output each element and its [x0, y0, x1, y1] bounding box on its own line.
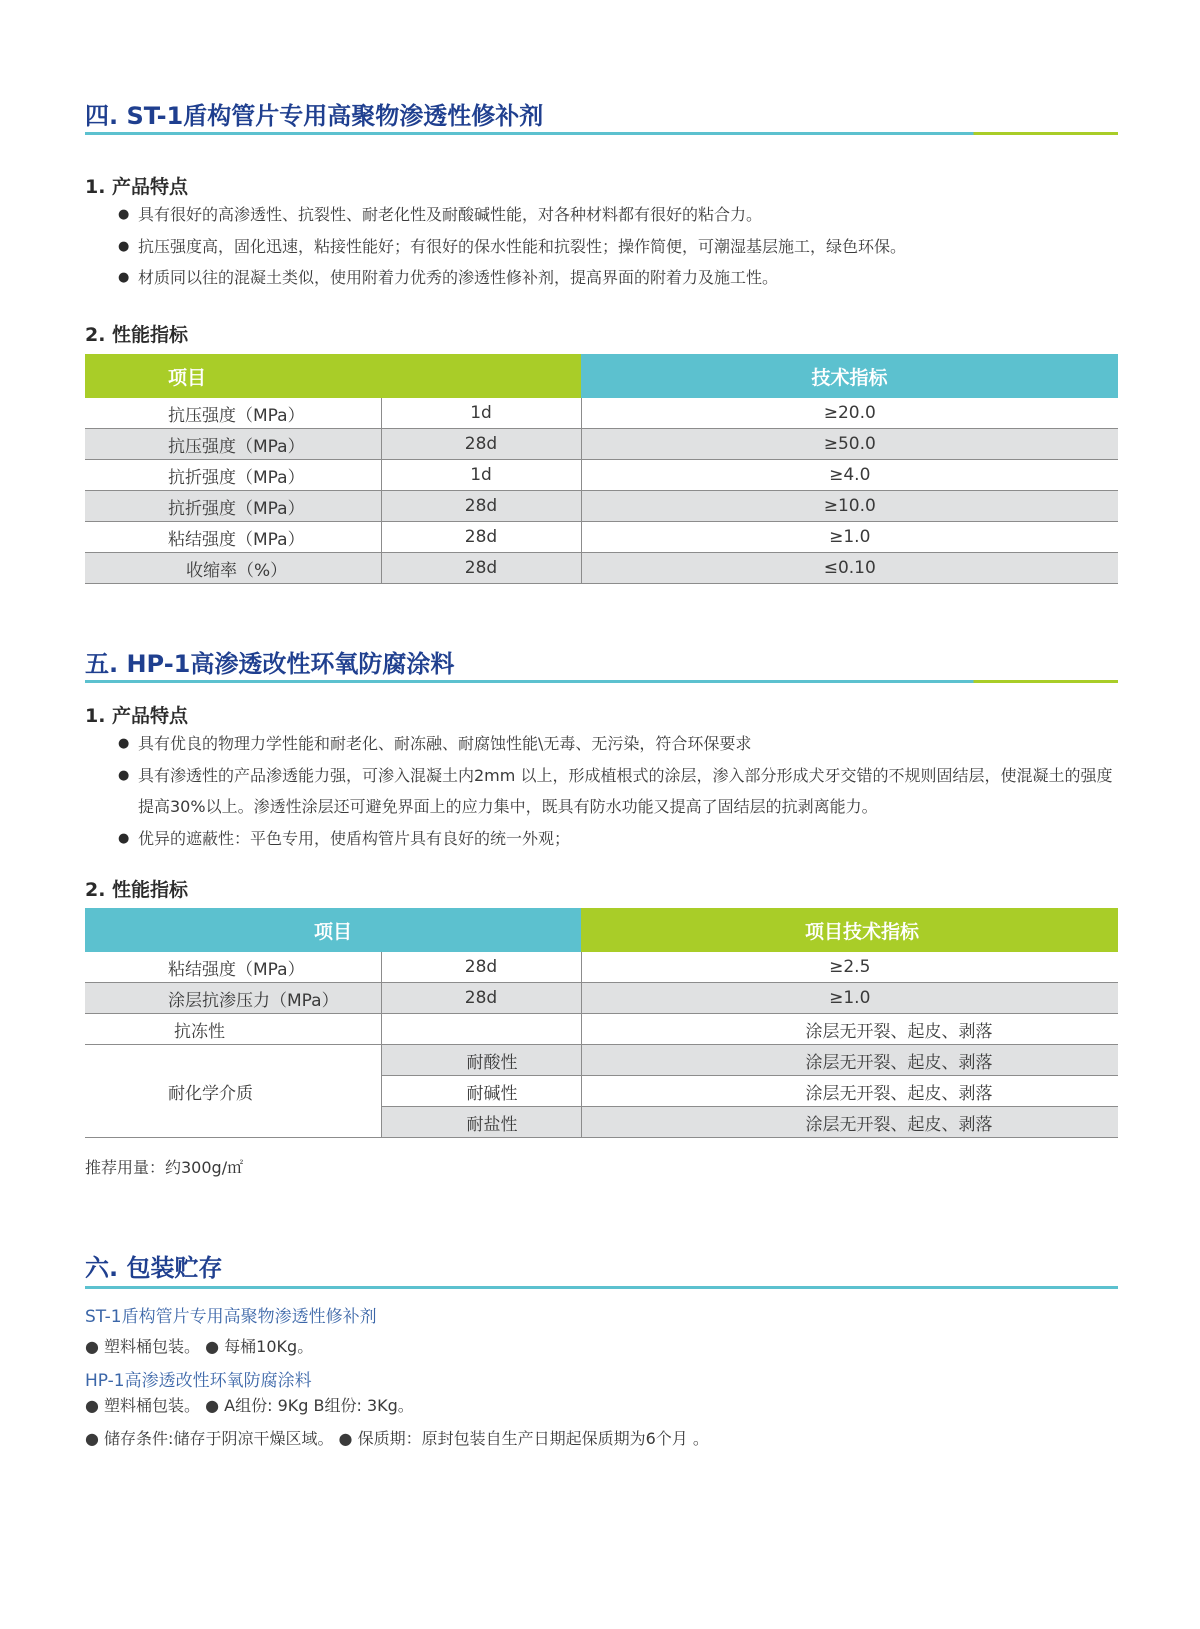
table-row: [85, 460, 1118, 491]
s5-spec-title: 2. 性能指标: [85, 879, 189, 901]
s5-feature-item: ● 优异的遮蔽性：平色专用，使盾构管片具有良好的统一外观；: [118, 823, 1118, 855]
row-name: 抗压强度（MPa）: [85, 398, 381, 429]
table-row: [85, 429, 1118, 460]
section-5-divider: [85, 680, 1118, 683]
row-age: 1d: [381, 398, 581, 429]
table-row: [85, 398, 1118, 429]
row-value: ≤0.10: [581, 553, 1118, 584]
s4-feature-item: ● 材质同以往的混凝土类似，使用附着力优秀的渗透性修补剂，提高界面的附着力及施工性。: [118, 262, 906, 294]
row-name: 抗压强度（MPa）: [85, 429, 381, 460]
s4-spec-table: [85, 354, 1118, 584]
s6-storage: ● 储存条件:储存于阴凉干燥区域。 ● 保质期：原封包装自生产日期起保质期为6个月 。: [85, 1429, 709, 1448]
s4-features-title: 1. 产品特点: [85, 176, 189, 198]
table-row: [85, 983, 1118, 1014]
s4-header-item: 项目: [85, 354, 581, 398]
s5-feature-item: ● 具有渗透性的产品渗透能力强，可渗入混凝土内2mm 以上，形成植根式的涂层，渗入部分形成犬牙交错的不规则固结层，使混凝土的强度提高30%以上。渗透性涂层还可避免界面上的应力集中，既具有防水功能又提高了固结层的抗剥离能力。: [118, 760, 1118, 823]
row-value: 涂层无开裂、起皮、剥落: [581, 1014, 1118, 1045]
s4-header-spec: 技术指标: [581, 354, 1118, 398]
row-age: 28d: [381, 952, 581, 983]
s6-product-1-name: ST-1盾构管片专用高聚物渗透性修补剂: [85, 1307, 377, 1327]
table-row: [85, 522, 1118, 553]
section-5-title: 五. HP-1高渗透改性环氧防腐涂料: [85, 650, 455, 678]
row-name: 抗折强度（MPa）: [85, 491, 381, 522]
table-row: [85, 952, 1118, 983]
table-row: [85, 1014, 1118, 1045]
row-value: ≥10.0: [581, 491, 1118, 522]
s6-product-2-pack: ● 塑料桶包装。 ● A组份: 9Kg B组份: 3Kg。: [85, 1396, 414, 1415]
s6-product-2-name: HP-1高渗透改性环氧防腐涂料: [85, 1371, 312, 1391]
row-name: 粘结强度（MPa）: [85, 952, 381, 983]
table-row: [85, 1045, 1118, 1076]
s4-feature-item: ● 抗压强度高，固化迅速，粘接性能好；有很好的保水性能和抗裂性；操作简便，可潮湿基层施工，绿色环保。: [118, 231, 906, 263]
chem-sub: 耐酸性: [381, 1045, 581, 1076]
s5-header-item: 项目: [85, 908, 581, 952]
s4-features-list: [118, 199, 906, 294]
section-4-title: 四. ST-1盾构管片专用高聚物渗透性修补剂: [85, 102, 544, 130]
row-value: ≥1.0: [581, 522, 1118, 553]
row-value: ≥1.0: [581, 983, 1118, 1014]
s4-spec-title: 2. 性能指标: [85, 324, 189, 346]
s5-features-title: 1. 产品特点: [85, 705, 189, 727]
s4-feature-item: ● 具有很好的高渗透性、抗裂性、耐老化性及耐酸碱性能，对各种材料都有很好的粘合力。: [118, 199, 906, 231]
row-age: 1d: [381, 460, 581, 491]
row-age: 28d: [381, 522, 581, 553]
s5-spec-table: [85, 908, 1118, 1138]
row-name: 粘结强度（MPa）: [85, 522, 381, 553]
row-value: ≥2.5: [581, 952, 1118, 983]
row-name: 抗冻性: [85, 1014, 381, 1045]
chem-sub: 耐盐性: [381, 1107, 581, 1138]
row-name: 收缩率（%）: [85, 553, 381, 584]
s5-feature-item: ● 具有优良的物理力学性能和耐老化、耐冻融、耐腐蚀性能\无毒、无污染，符合环保要求: [118, 728, 1118, 760]
row-value: ≥4.0: [581, 460, 1118, 491]
row-name: 抗折强度（MPa）: [85, 460, 381, 491]
row-value: 涂层无开裂、起皮、剥落: [581, 1045, 1118, 1076]
s6-product-1-pack: ● 塑料桶包装。 ● 每桶10Kg。: [85, 1337, 314, 1356]
row-value: ≥20.0: [581, 398, 1118, 429]
row-age: 28d: [381, 983, 581, 1014]
row-age: 28d: [381, 491, 581, 522]
section-4-divider: [85, 132, 1118, 135]
row-age: 28d: [381, 429, 581, 460]
row-value: ≥50.0: [581, 429, 1118, 460]
section-6-title: 六. 包装贮存: [85, 1254, 223, 1282]
table-row: [85, 553, 1118, 584]
chem-sub: 耐碱性: [381, 1076, 581, 1107]
s5-features-list: [118, 728, 1118, 854]
table-row: [85, 491, 1118, 522]
row-value: 涂层无开裂、起皮、剥落: [581, 1076, 1118, 1107]
row-value: 涂层无开裂、起皮、剥落: [581, 1107, 1118, 1138]
row-age: [381, 1014, 581, 1045]
row-age: 28d: [381, 553, 581, 584]
section-6-divider: [85, 1286, 1118, 1289]
row-name: 涂层抗渗压力（MPa）: [85, 983, 381, 1014]
chem-name: 耐化学介质: [85, 1045, 381, 1138]
s5-usage: 推荐用量：约300g/㎡: [85, 1158, 244, 1177]
s5-header-spec: 项目技术指标: [581, 908, 1118, 952]
